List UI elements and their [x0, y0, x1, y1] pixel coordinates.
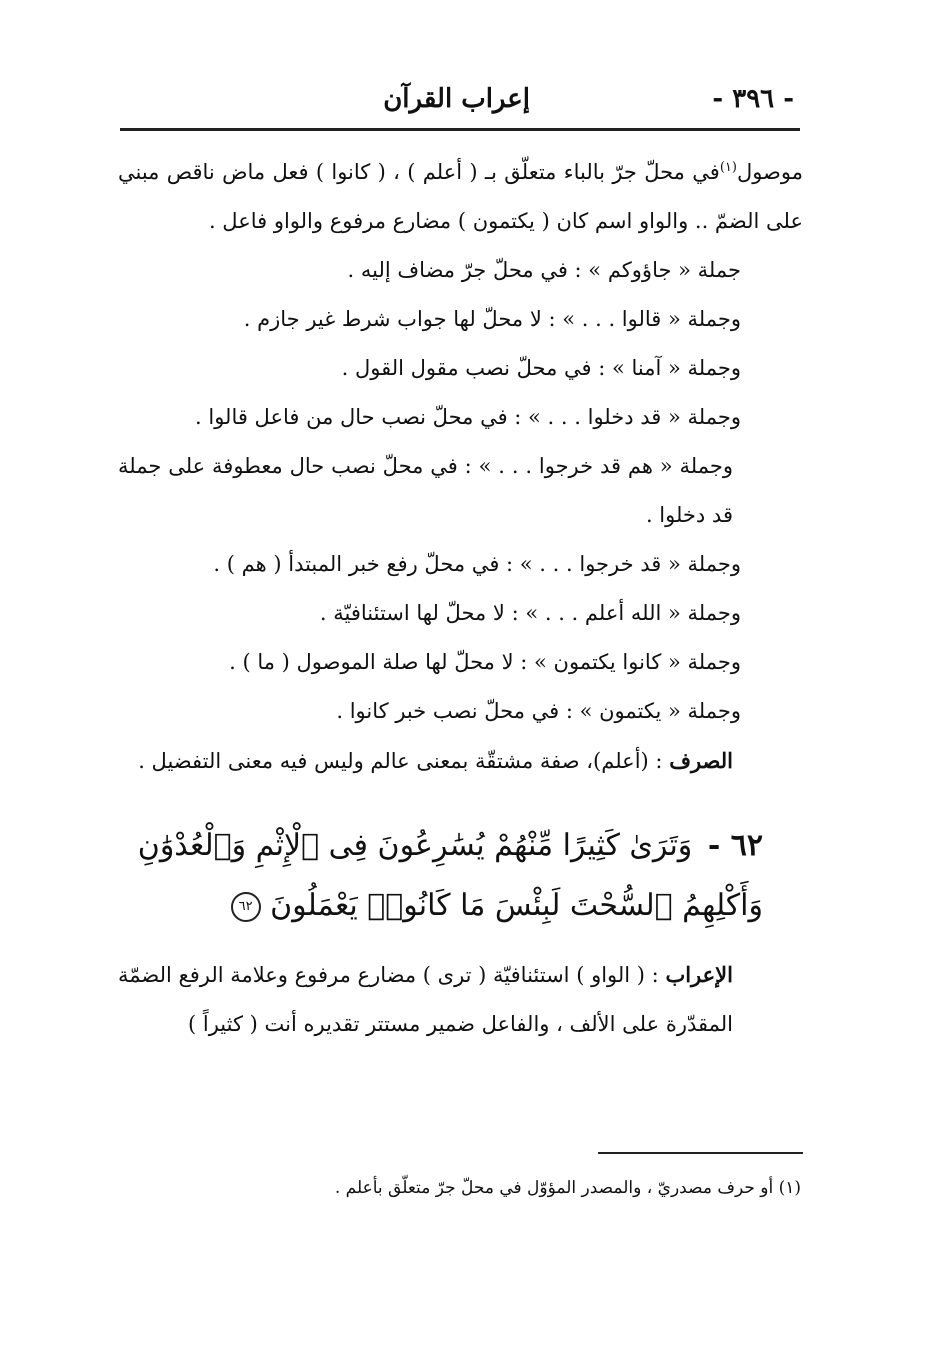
- intro-start: موصول: [736, 160, 803, 184]
- verse-text: وَتَرَىٰ كَثِيرًا مِّنْهُمْ يُسَٰرِعُونَ فِى ٱلْإِثْمِ وَٱلْعُدْوَٰنِ وَأَكْلِهِمُ ٱلسُّحْتَ لَبِئْسَ مَا كَانُوا۟ يَعْمَلُونَ: [137, 828, 763, 923]
- sarf-text: : (أعلم)، صفة مشتقّة بمعنى عالم وليس فيه معنى التفضيل .: [138, 749, 663, 773]
- sentence-4: وجملة « قد دخلوا . . . » : في محلّ نصب حال من فاعل قالوا .: [195, 405, 741, 429]
- sentence-7: وجملة « الله أعلم . . . » : لا محلّ لها استئنافيّة .: [319, 601, 741, 625]
- footnote-ref: (١): [719, 160, 737, 175]
- sentence-2: وجملة « قالوا . . . » : لا محلّ لها جواب شرط غير جازم .: [243, 307, 741, 331]
- page-header: [120, 78, 800, 122]
- sarf-paragraph: [118, 736, 803, 786]
- paragraph-intro: [118, 148, 803, 246]
- sentence-3: وجملة « آمنا » : في محلّ نصب مقول القول .: [341, 356, 741, 380]
- header-rule: [120, 128, 800, 131]
- sentence-5: وجملة « هم قد خرجوا . . . » : في محلّ نصب حال معطوفة على جملة قد دخلوا .: [118, 454, 733, 527]
- irab-text: : ( الواو ) استئنافيّة ( ترى ) مضارع مرفوع وعلامة الرفع الضمّة المقدّرة على الألف ، والفاعل ضمير مستتر تقديره أنت ( كثيراً ): [118, 963, 733, 1036]
- sentence-9: وجملة « يكتمون » : في محلّ نصب خبر كانوا .: [336, 699, 741, 723]
- verse-number: ٦٢ -: [707, 828, 763, 863]
- footnote: (١) أو حرف مصدريّ ، والمصدر المؤوّل في محلّ جرّ متعلّق بأعلم .: [334, 1178, 801, 1198]
- sentence-8: وجملة « كانوا يكتمون » : لا محلّ لها صلة الموصول ( ما ) .: [229, 650, 741, 674]
- page-number: - ٣٩٦ -: [712, 84, 794, 114]
- irab-label: الإعراب: [665, 962, 733, 987]
- quran-verse: [118, 816, 803, 936]
- verse-end-marker: ٦٢: [231, 892, 261, 922]
- intro-rest: في محلّ جرّ بالباء متعلّق بـ ( أعلم ) ، ( كانوا ) فعل ماض ناقص مبني على الضمّ .. والواو اسم كان ( يكتمون ) مضارع مرفوع والواو فاعل .: [118, 160, 803, 233]
- sentence-1: جملة « جاؤوكم » : في محلّ جرّ مضاف إليه .: [347, 258, 741, 282]
- sentence-6: وجملة « قد خرجوا . . . » : في محلّ رفع خبر المبتدأ ( هم ) .: [213, 552, 741, 576]
- footnote-rule: [598, 1152, 803, 1154]
- running-title: إعراب القرآن: [383, 84, 530, 114]
- body-text: [118, 148, 803, 1049]
- irab-paragraph: [118, 950, 803, 1049]
- sarf-label: الصرف: [669, 748, 733, 773]
